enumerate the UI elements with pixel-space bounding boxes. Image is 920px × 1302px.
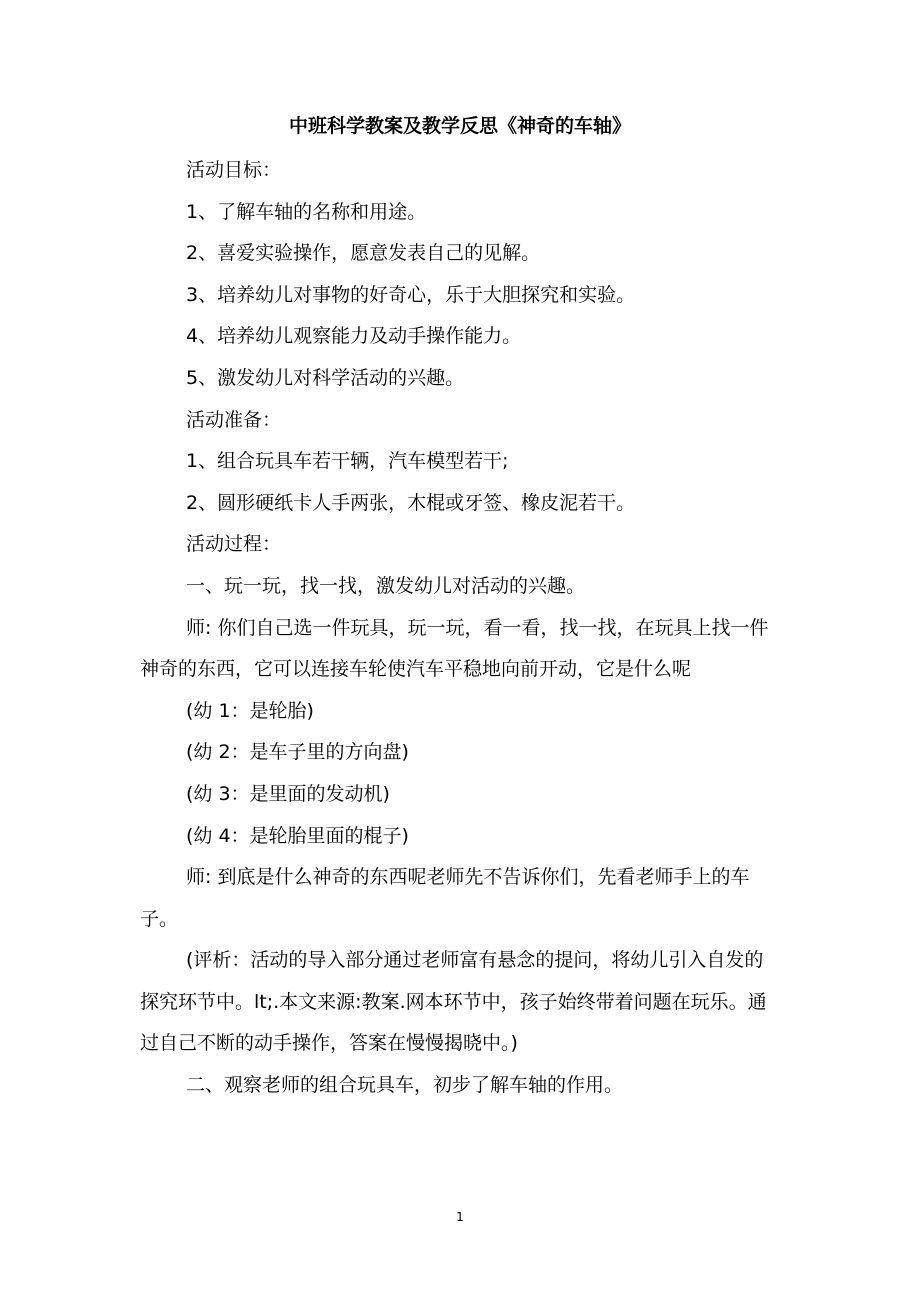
objective-item: 4、培养幼儿观察能力及动手操作能力。: [186, 325, 522, 348]
process-step-heading: 一、玩一玩，找一找，激发幼儿对活动的兴趣。: [186, 574, 586, 597]
section-heading-process: 活动过程：: [186, 533, 282, 556]
objective-item: 3、培养幼儿对事物的好奇心，乐于大胆探究和实验。: [186, 283, 636, 306]
child-response: (幼 1：是轮胎): [186, 699, 314, 722]
commentary-paragraph: (评析：活动的导入部分通过老师富有悬念的提问，将幼儿引入自发的探究环节中。lt;.本文来源:教案.网本环节中，孩子始终带着问题在玩乐。通过自己不断的动手操作，答案在慢慢揭晓中。): [140, 949, 767, 1055]
objective-item: 1、了解车轴的名称和用途。: [186, 200, 427, 223]
objective-item: 5、激发幼儿对科学活动的兴趣。: [186, 366, 465, 389]
child-response: (幼 2：是车子里的方向盘): [186, 741, 409, 764]
section-heading-preparation: 活动准备：: [186, 408, 282, 431]
process-step-heading: 二、观察老师的组合玩具车，初步了解车轴的作用。: [186, 1074, 624, 1097]
document-title: 中班科学教案及教学反思《神奇的车轴》: [288, 115, 631, 137]
child-response: (幼 4：是轮胎里面的棍子): [186, 824, 409, 847]
objective-item: 2、喜爱实验操作，愿意发表自己的见解。: [186, 242, 541, 265]
preparation-item: 2、圆形硬纸卡人手两张，木棍或牙签、橡皮泥若干。: [186, 491, 636, 514]
teacher-dialogue: 师: 你们自己选一件玩具，玩一玩，看一看，找一找，在玩具上找一件神奇的东西，它可以连接车轮使汽车平稳地向前开动，它是什么呢: [140, 616, 769, 681]
child-response: (幼 3：是里面的发动机): [186, 782, 390, 805]
teacher-dialogue: 师: 到底是什么神奇的东西呢老师先不告诉你们，先看老师手上的车子。: [140, 866, 750, 930]
page-number: 1: [456, 1210, 464, 1224]
section-heading-objectives: 活动目标：: [186, 159, 282, 181]
preparation-item: 1、组合玩具车若干辆，汽车模型若干;: [186, 450, 509, 473]
document-body: [140, 150, 782, 1107]
